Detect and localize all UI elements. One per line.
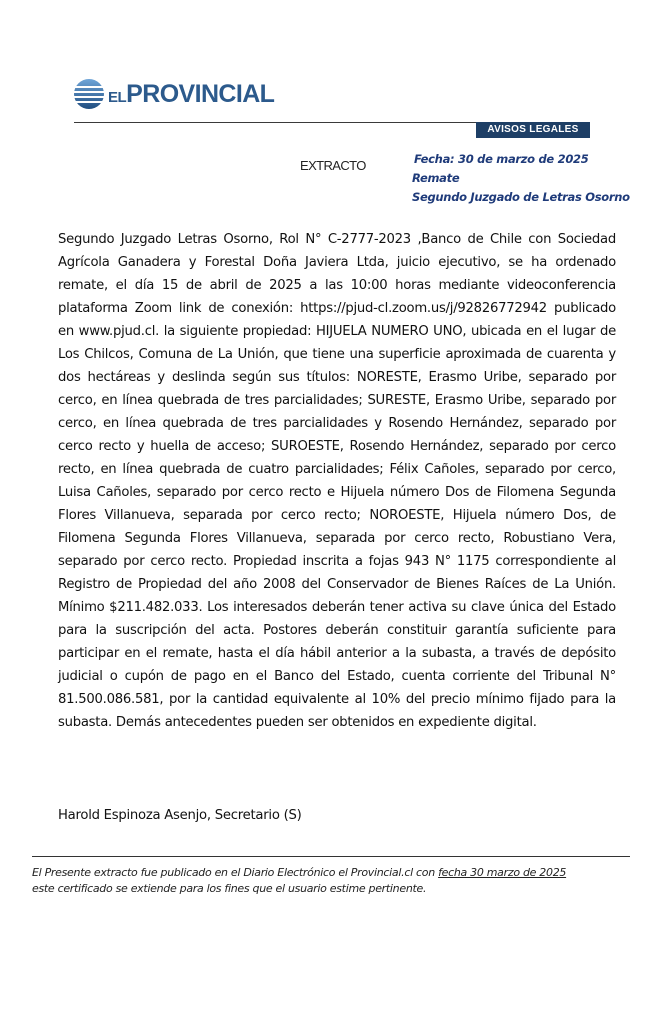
- globe-logo-icon: [72, 77, 106, 111]
- footer-date: fecha 30 marzo de 2025: [438, 866, 567, 879]
- footer-text: El Presente extracto fue publicado en el Diario Electrónico el Provincial.cl con: [32, 866, 439, 879]
- footer-line-2: este certificado se extiende para los fines que el usuario estime pertinente.: [32, 882, 427, 895]
- footer-line-1: [32, 865, 632, 881]
- logo-wordmark: [108, 80, 274, 109]
- logo-name: PROVINCIAL: [126, 79, 275, 108]
- document-date: Fecha: 30 de marzo de 2025: [414, 152, 589, 166]
- provincial-logo: [72, 74, 274, 114]
- document-court: Segundo Juzgado de Letras Osorno: [412, 190, 630, 204]
- footer-divider: [32, 856, 630, 857]
- document-meta: [412, 150, 630, 207]
- signature: Harold Espinoza Asenjo, Secretario (S): [58, 808, 302, 823]
- notice-paragraph: Segundo Juzgado Letras Osorno, Rol N° C-2777-2023 ,Banco de Chile con Sociedad Agrícola Ganadera y Forestal Doña Javiera Ltda, juicio ejecutivo, se ha ordenado remate, el día 15 de abril de 2025 a las 10:00 horas mediante videoconferencia plataforma Zoom link de conexión: https://pjud-cl.zoom.us/j/92826772942 publicado en www.pjud.cl. la siguiente propiedad: HIJUELA NUMERO UNO, ubicada en el lugar de Los Chilcos, Comuna de La Unión, que tiene una superficie aproximada de cuarenta y dos hectáreas y deslinda según sus títulos: NORESTE, Erasmo Uribe, separado por cerco, en línea quebrada de tres parcialidades; SURESTE, Erasmo Uribe, separado por cerco, en línea quebrada de tres parcialidades y Rosendo Hernández, separado por cerco recto y huella de acceso; SUROESTE, Rosendo Hernández, separado por cerco recto, en línea quebrada de cuatro parcialidades; Félix Cañoles, separado por cerco, Luisa Cañoles, separado por cerco recto e Hijuela número Dos de Filomena Segunda Flores Villanueva, separada por cerco recto; NOROESTE, Hijuela número Dos, de Filomena Segunda Flores Villanueva, separada por cerco recto, Robustiano Vera, separado por cerco recto. Propiedad inscrita a fojas 943 N° 1175 correspondiente al Registro de Propiedad del año 2008 del Conservador de Bienes Raíces de La Unión. Mínimo $211.482.033. Los interesados deberán tener activa su clave única del Estado para la suscripción del acta. Postores deberán constituir garantía suficiente para participar en el remate, hasta el día hábil anterior a la subasta, a través de depósito judicial o cupón de pago en el Banco del Estado, cuenta corriente del Tribunal N° 81.500.086.581, por la cantidad equivalente al 10% del precio mínimo fijado para la subasta. Demás antecedentes pueden ser obtenidos en expediente digital.: [58, 232, 616, 730]
- certificate-footer: [32, 865, 632, 897]
- document-type: Remate: [412, 171, 460, 185]
- notice-body: [58, 228, 616, 734]
- document-label: EXTRACTO: [300, 158, 366, 173]
- section-badge: AVISOS LEGALES: [476, 122, 590, 138]
- logo-prefix: EL: [108, 88, 127, 106]
